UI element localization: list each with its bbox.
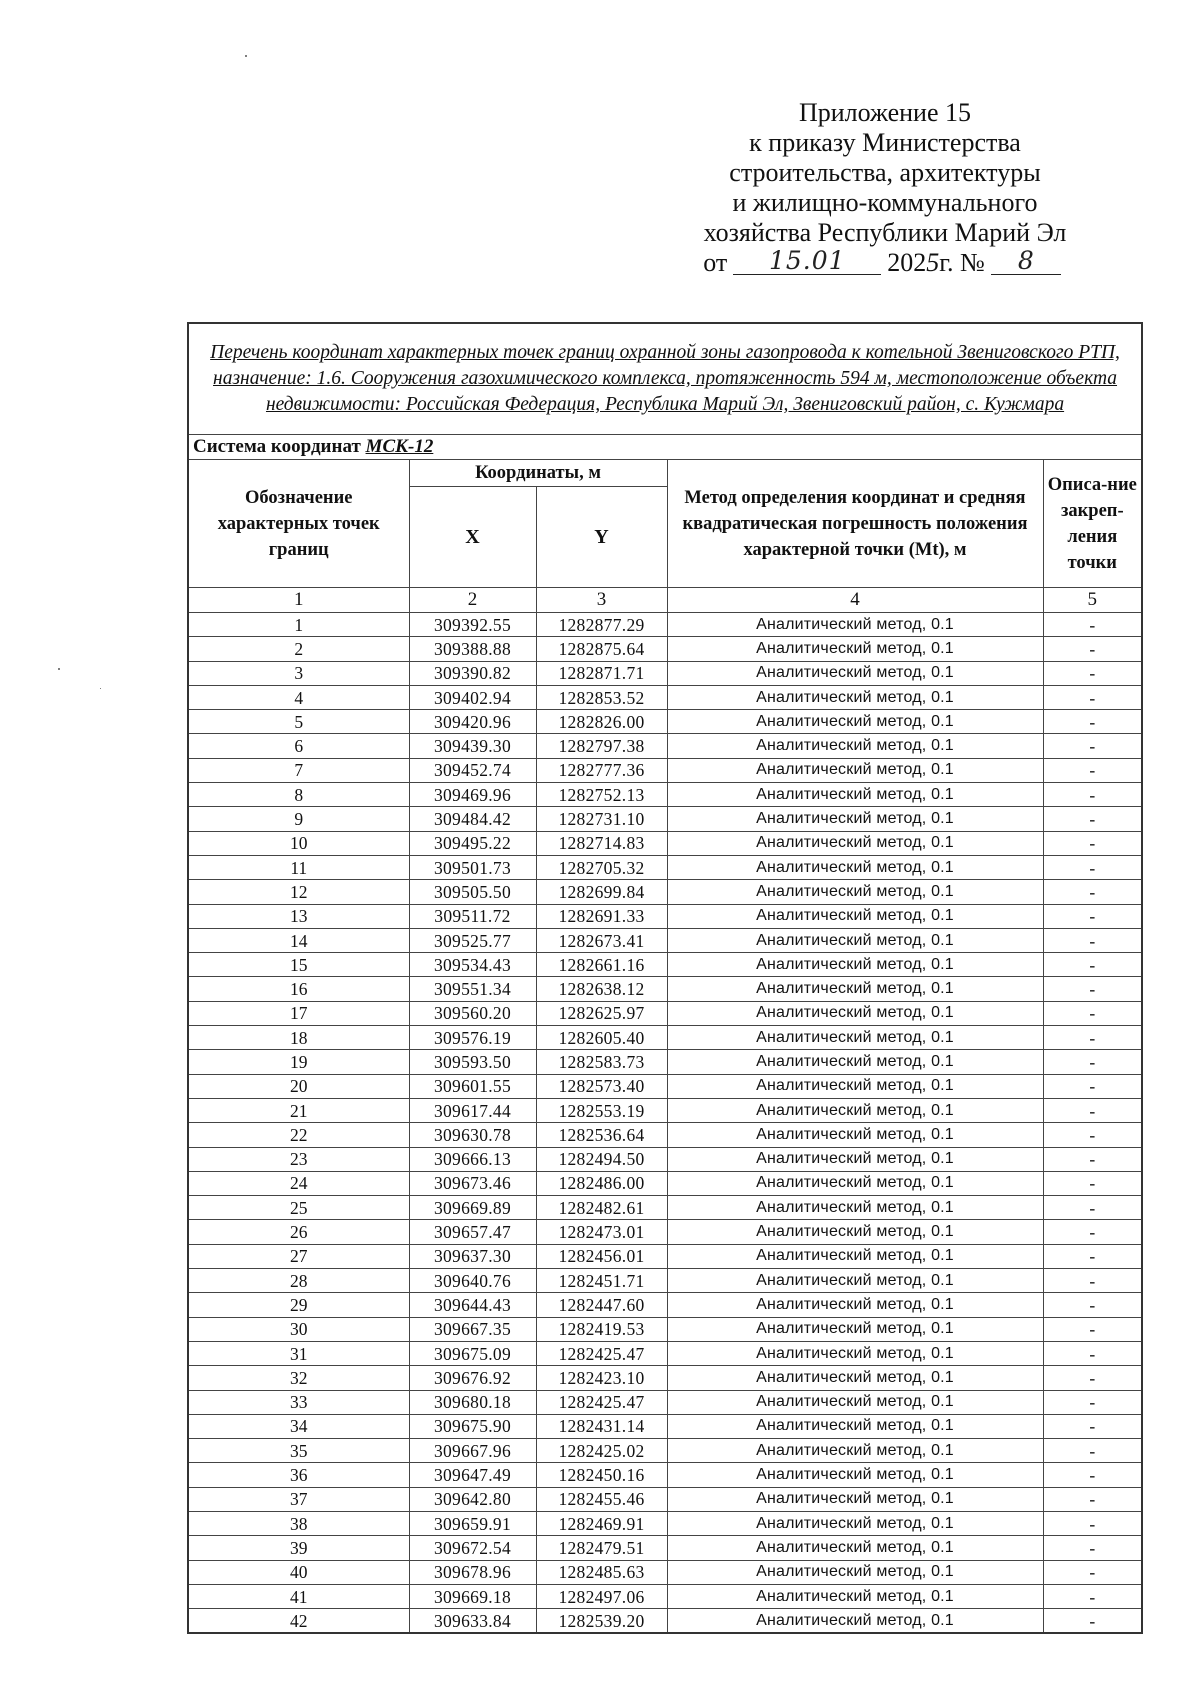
header-y: Y bbox=[536, 487, 667, 588]
fixing-description-cell: - bbox=[1043, 928, 1142, 952]
table-row bbox=[188, 637, 1142, 661]
method-cell: Аналитический метод, 0.1 bbox=[667, 1414, 1043, 1438]
point-number-cell: 42 bbox=[188, 1609, 409, 1634]
point-number-cell: 22 bbox=[188, 1123, 409, 1147]
fixing-description-cell: - bbox=[1043, 685, 1142, 709]
method-cell: Аналитический метод, 0.1 bbox=[667, 613, 1043, 637]
point-number-cell: 4 bbox=[188, 685, 409, 709]
x-coordinate-cell: 309484.42 bbox=[409, 807, 536, 831]
fixing-description-cell: - bbox=[1043, 1609, 1142, 1634]
order-date-line bbox=[655, 248, 1115, 278]
point-number-cell: 8 bbox=[188, 783, 409, 807]
column-number: 1 bbox=[188, 588, 409, 613]
fixing-description-cell: - bbox=[1043, 880, 1142, 904]
table-row bbox=[188, 831, 1142, 855]
fixing-description-cell: - bbox=[1043, 1074, 1142, 1098]
table-row bbox=[188, 1536, 1142, 1560]
table-row bbox=[188, 953, 1142, 977]
fixing-description-cell: - bbox=[1043, 1439, 1142, 1463]
y-coordinate-cell: 1282486.00 bbox=[536, 1171, 667, 1195]
point-number-cell: 17 bbox=[188, 1001, 409, 1025]
y-coordinate-cell: 1282752.13 bbox=[536, 783, 667, 807]
point-number-cell: 40 bbox=[188, 1560, 409, 1584]
y-coordinate-cell: 1282826.00 bbox=[536, 710, 667, 734]
point-number-cell: 27 bbox=[188, 1244, 409, 1268]
y-coordinate-cell: 1282450.16 bbox=[536, 1463, 667, 1487]
point-number-cell: 34 bbox=[188, 1414, 409, 1438]
method-cell: Аналитический метод, 0.1 bbox=[667, 928, 1043, 952]
y-coordinate-cell: 1282451.71 bbox=[536, 1269, 667, 1293]
x-coordinate-cell: 309647.49 bbox=[409, 1463, 536, 1487]
y-coordinate-cell: 1282605.40 bbox=[536, 1026, 667, 1050]
method-cell: Аналитический метод, 0.1 bbox=[667, 1171, 1043, 1195]
method-cell: Аналитический метод, 0.1 bbox=[667, 1074, 1043, 1098]
point-number-cell: 33 bbox=[188, 1390, 409, 1414]
x-coordinate-cell: 309452.74 bbox=[409, 758, 536, 782]
point-number-cell: 25 bbox=[188, 1196, 409, 1220]
y-coordinate-cell: 1282699.84 bbox=[536, 880, 667, 904]
x-coordinate-cell: 309680.18 bbox=[409, 1390, 536, 1414]
method-cell: Аналитический метод, 0.1 bbox=[667, 831, 1043, 855]
method-cell: Аналитический метод, 0.1 bbox=[667, 758, 1043, 782]
x-coordinate-cell: 309659.91 bbox=[409, 1511, 536, 1535]
column-number: 2 bbox=[409, 588, 536, 613]
method-cell: Аналитический метод, 0.1 bbox=[667, 1001, 1043, 1025]
y-coordinate-cell: 1282494.50 bbox=[536, 1147, 667, 1171]
point-number-cell: 1 bbox=[188, 613, 409, 637]
header-line: Приложение 15 bbox=[798, 98, 972, 127]
x-coordinate-cell: 309667.35 bbox=[409, 1317, 536, 1341]
handwritten-order-number: 8 bbox=[991, 249, 1061, 275]
method-cell: Аналитический метод, 0.1 bbox=[667, 953, 1043, 977]
table-row bbox=[188, 685, 1142, 709]
table-row bbox=[188, 1244, 1142, 1268]
point-number-cell: 28 bbox=[188, 1269, 409, 1293]
point-number-cell: 21 bbox=[188, 1098, 409, 1122]
x-coordinate-cell: 309390.82 bbox=[409, 661, 536, 685]
point-number-cell: 37 bbox=[188, 1487, 409, 1511]
x-coordinate-cell: 309640.76 bbox=[409, 1269, 536, 1293]
y-coordinate-cell: 1282456.01 bbox=[536, 1244, 667, 1268]
y-coordinate-cell: 1282536.64 bbox=[536, 1123, 667, 1147]
table-row bbox=[188, 1439, 1142, 1463]
method-cell: Аналитический метод, 0.1 bbox=[667, 1439, 1043, 1463]
point-number-cell: 26 bbox=[188, 1220, 409, 1244]
method-cell: Аналитический метод, 0.1 bbox=[667, 1341, 1043, 1365]
method-cell: Аналитический метод, 0.1 bbox=[667, 1293, 1043, 1317]
table-row bbox=[188, 1560, 1142, 1584]
y-coordinate-cell: 1282425.47 bbox=[536, 1341, 667, 1365]
point-number-cell: 31 bbox=[188, 1341, 409, 1365]
x-coordinate-cell: 309402.94 bbox=[409, 685, 536, 709]
method-cell: Аналитический метод, 0.1 bbox=[667, 1123, 1043, 1147]
fixing-description-cell: - bbox=[1043, 1487, 1142, 1511]
scan-speck bbox=[100, 688, 101, 689]
point-number-cell: 6 bbox=[188, 734, 409, 758]
table-row bbox=[188, 613, 1142, 637]
y-coordinate-cell: 1282583.73 bbox=[536, 1050, 667, 1074]
table-row bbox=[188, 661, 1142, 685]
x-coordinate-cell: 309630.78 bbox=[409, 1123, 536, 1147]
y-coordinate-cell: 1282497.06 bbox=[536, 1584, 667, 1608]
y-coordinate-cell: 1282853.52 bbox=[536, 685, 667, 709]
method-cell: Аналитический метод, 0.1 bbox=[667, 1463, 1043, 1487]
fixing-description-cell: - bbox=[1043, 734, 1142, 758]
x-coordinate-cell: 309560.20 bbox=[409, 1001, 536, 1025]
fixing-description-cell: - bbox=[1043, 1196, 1142, 1220]
point-number-cell: 30 bbox=[188, 1317, 409, 1341]
point-number-cell: 11 bbox=[188, 855, 409, 879]
fixing-description-cell: - bbox=[1043, 1317, 1142, 1341]
fixing-description-cell: - bbox=[1043, 1050, 1142, 1074]
point-number-cell: 24 bbox=[188, 1171, 409, 1195]
x-coordinate-cell: 309669.18 bbox=[409, 1584, 536, 1608]
method-cell: Аналитический метод, 0.1 bbox=[667, 855, 1043, 879]
column-number: 5 bbox=[1043, 588, 1142, 613]
method-cell: Аналитический метод, 0.1 bbox=[667, 1196, 1043, 1220]
method-cell: Аналитический метод, 0.1 bbox=[667, 710, 1043, 734]
fixing-description-cell: - bbox=[1043, 807, 1142, 831]
y-coordinate-cell: 1282455.46 bbox=[536, 1487, 667, 1511]
x-coordinate-cell: 309675.09 bbox=[409, 1341, 536, 1365]
y-coordinate-cell: 1282473.01 bbox=[536, 1220, 667, 1244]
year-suffix: г. № bbox=[939, 248, 985, 277]
x-coordinate-cell: 309388.88 bbox=[409, 637, 536, 661]
year-prefix: 202 bbox=[887, 248, 927, 277]
table-row bbox=[188, 1196, 1142, 1220]
method-cell: Аналитический метод, 0.1 bbox=[667, 977, 1043, 1001]
table-row bbox=[188, 928, 1142, 952]
point-number-cell: 23 bbox=[188, 1147, 409, 1171]
header-line: и жилищно-коммунального bbox=[732, 188, 1038, 217]
fixing-description-cell: - bbox=[1043, 1366, 1142, 1390]
x-coordinate-cell: 309666.13 bbox=[409, 1147, 536, 1171]
y-coordinate-cell: 1282877.29 bbox=[536, 613, 667, 637]
header-method: Метод определения координат и средняя квадратическая погрешность положения характерной точки (Mt), м bbox=[667, 460, 1043, 588]
table-row bbox=[188, 1098, 1142, 1122]
y-coordinate-cell: 1282673.41 bbox=[536, 928, 667, 952]
column-number: 4 bbox=[667, 588, 1043, 613]
fixing-description-cell: - bbox=[1043, 1098, 1142, 1122]
table-row bbox=[188, 1293, 1142, 1317]
y-coordinate-cell: 1282797.38 bbox=[536, 734, 667, 758]
method-cell: Аналитический метод, 0.1 bbox=[667, 904, 1043, 928]
method-cell: Аналитический метод, 0.1 bbox=[667, 1026, 1043, 1050]
table-row bbox=[188, 758, 1142, 782]
x-coordinate-cell: 309642.80 bbox=[409, 1487, 536, 1511]
table-row bbox=[188, 1609, 1142, 1634]
table-row bbox=[188, 1366, 1142, 1390]
table-row bbox=[188, 1414, 1142, 1438]
point-number-cell: 41 bbox=[188, 1584, 409, 1608]
fixing-description-cell: - bbox=[1043, 1269, 1142, 1293]
table-row bbox=[188, 1511, 1142, 1535]
point-number-cell: 32 bbox=[188, 1366, 409, 1390]
method-cell: Аналитический метод, 0.1 bbox=[667, 1560, 1043, 1584]
point-number-cell: 9 bbox=[188, 807, 409, 831]
x-coordinate-cell: 309657.47 bbox=[409, 1220, 536, 1244]
table-row bbox=[188, 734, 1142, 758]
x-coordinate-cell: 309439.30 bbox=[409, 734, 536, 758]
fixing-description-cell: - bbox=[1043, 1171, 1142, 1195]
method-cell: Аналитический метод, 0.1 bbox=[667, 685, 1043, 709]
point-number-cell: 29 bbox=[188, 1293, 409, 1317]
fixing-description-cell: - bbox=[1043, 1244, 1142, 1268]
point-number-cell: 20 bbox=[188, 1074, 409, 1098]
point-number-cell: 2 bbox=[188, 637, 409, 661]
table-row bbox=[188, 1390, 1142, 1414]
x-coordinate-cell: 309637.30 bbox=[409, 1244, 536, 1268]
scan-speck bbox=[58, 668, 60, 670]
method-cell: Аналитический метод, 0.1 bbox=[667, 1050, 1043, 1074]
fixing-description-cell: - bbox=[1043, 758, 1142, 782]
x-coordinate-cell: 309495.22 bbox=[409, 831, 536, 855]
y-coordinate-cell: 1282553.19 bbox=[536, 1098, 667, 1122]
table-row bbox=[188, 904, 1142, 928]
fixing-description-cell: - bbox=[1043, 953, 1142, 977]
header-coordinates: Координаты, м bbox=[409, 460, 667, 487]
coordinate-system-value: МСК-12 bbox=[365, 436, 434, 457]
point-number-cell: 35 bbox=[188, 1439, 409, 1463]
y-coordinate-cell: 1282447.60 bbox=[536, 1293, 667, 1317]
y-coordinate-cell: 1282731.10 bbox=[536, 807, 667, 831]
x-coordinate-cell: 309669.89 bbox=[409, 1196, 536, 1220]
x-coordinate-cell: 309534.43 bbox=[409, 953, 536, 977]
table-row bbox=[188, 1584, 1142, 1608]
fixing-description-cell: - bbox=[1043, 1584, 1142, 1608]
y-coordinate-cell: 1282705.32 bbox=[536, 855, 667, 879]
y-coordinate-cell: 1282871.71 bbox=[536, 661, 667, 685]
method-cell: Аналитический метод, 0.1 bbox=[667, 807, 1043, 831]
method-cell: Аналитический метод, 0.1 bbox=[667, 1317, 1043, 1341]
y-coordinate-cell: 1282425.02 bbox=[536, 1439, 667, 1463]
x-coordinate-cell: 309469.96 bbox=[409, 783, 536, 807]
table-row bbox=[188, 1147, 1142, 1171]
x-coordinate-cell: 309420.96 bbox=[409, 710, 536, 734]
table-row bbox=[188, 1026, 1142, 1050]
fixing-description-cell: - bbox=[1043, 1293, 1142, 1317]
fixing-description-cell: - bbox=[1043, 1536, 1142, 1560]
point-number-cell: 3 bbox=[188, 661, 409, 685]
point-number-cell: 5 bbox=[188, 710, 409, 734]
method-cell: Аналитический метод, 0.1 bbox=[667, 1390, 1043, 1414]
column-number: 3 bbox=[536, 588, 667, 613]
header-line: к приказу Министерства bbox=[749, 128, 1021, 157]
x-coordinate-cell: 309673.46 bbox=[409, 1171, 536, 1195]
y-coordinate-cell: 1282691.33 bbox=[536, 904, 667, 928]
handwritten-year-digit: 5 bbox=[926, 248, 940, 277]
point-number-cell: 15 bbox=[188, 953, 409, 977]
fixing-description-cell: - bbox=[1043, 1147, 1142, 1171]
method-cell: Аналитический метод, 0.1 bbox=[667, 734, 1043, 758]
y-coordinate-cell: 1282573.40 bbox=[536, 1074, 667, 1098]
fixing-description-cell: - bbox=[1043, 637, 1142, 661]
point-number-cell: 13 bbox=[188, 904, 409, 928]
x-coordinate-cell: 309676.92 bbox=[409, 1366, 536, 1390]
date-prefix: от bbox=[703, 248, 728, 277]
header-fixing-description: Описа-ние закреп-ления точки bbox=[1043, 460, 1142, 588]
header-point-designation: Обозначение характерных точек границ bbox=[188, 460, 409, 588]
fixing-description-cell: - bbox=[1043, 1123, 1142, 1147]
fixing-description-cell: - bbox=[1043, 977, 1142, 1001]
y-coordinate-cell: 1282875.64 bbox=[536, 637, 667, 661]
y-coordinate-cell: 1282419.53 bbox=[536, 1317, 667, 1341]
fixing-description-cell: - bbox=[1043, 710, 1142, 734]
y-coordinate-cell: 1282431.14 bbox=[536, 1414, 667, 1438]
method-cell: Аналитический метод, 0.1 bbox=[667, 1609, 1043, 1634]
table-row bbox=[188, 1001, 1142, 1025]
y-coordinate-cell: 1282425.47 bbox=[536, 1390, 667, 1414]
x-coordinate-cell: 309525.77 bbox=[409, 928, 536, 952]
table-row bbox=[188, 1050, 1142, 1074]
y-coordinate-cell: 1282479.51 bbox=[536, 1536, 667, 1560]
scan-speck bbox=[245, 55, 247, 57]
coordinate-system-row bbox=[188, 435, 1142, 460]
x-coordinate-cell: 309672.54 bbox=[409, 1536, 536, 1560]
point-number-cell: 16 bbox=[188, 977, 409, 1001]
table-row bbox=[188, 783, 1142, 807]
method-cell: Аналитический метод, 0.1 bbox=[667, 1244, 1043, 1268]
table-row bbox=[188, 1171, 1142, 1195]
table-row bbox=[188, 710, 1142, 734]
y-coordinate-cell: 1282482.61 bbox=[536, 1196, 667, 1220]
table-row bbox=[188, 1074, 1142, 1098]
fixing-description-cell: - bbox=[1043, 855, 1142, 879]
fixing-description-cell: - bbox=[1043, 904, 1142, 928]
x-coordinate-cell: 309633.84 bbox=[409, 1609, 536, 1634]
header-line: строительства, архитектуры bbox=[729, 158, 1041, 187]
x-coordinate-cell: 309617.44 bbox=[409, 1098, 536, 1122]
fixing-description-cell: - bbox=[1043, 1560, 1142, 1584]
method-cell: Аналитический метод, 0.1 bbox=[667, 1487, 1043, 1511]
method-cell: Аналитический метод, 0.1 bbox=[667, 637, 1043, 661]
point-number-cell: 7 bbox=[188, 758, 409, 782]
coordinate-system-label: Система координат bbox=[193, 436, 361, 457]
fixing-description-cell: - bbox=[1043, 783, 1142, 807]
x-coordinate-cell: 309675.90 bbox=[409, 1414, 536, 1438]
y-coordinate-cell: 1282469.91 bbox=[536, 1511, 667, 1535]
y-coordinate-cell: 1282625.97 bbox=[536, 1001, 667, 1025]
x-coordinate-cell: 309593.50 bbox=[409, 1050, 536, 1074]
table-row bbox=[188, 880, 1142, 904]
header-line: хозяйства Республики Марий Эл bbox=[703, 218, 1067, 247]
handwritten-date: 15.01 bbox=[733, 249, 881, 275]
fixing-description-cell: - bbox=[1043, 1511, 1142, 1535]
table-row bbox=[188, 855, 1142, 879]
y-coordinate-cell: 1282485.63 bbox=[536, 1560, 667, 1584]
point-number-cell: 38 bbox=[188, 1511, 409, 1535]
table-row bbox=[188, 807, 1142, 831]
fixing-description-cell: - bbox=[1043, 661, 1142, 685]
fixing-description-cell: - bbox=[1043, 1463, 1142, 1487]
table-row bbox=[188, 1123, 1142, 1147]
x-coordinate-cell: 309511.72 bbox=[409, 904, 536, 928]
point-number-cell: 14 bbox=[188, 928, 409, 952]
method-cell: Аналитический метод, 0.1 bbox=[667, 1098, 1043, 1122]
method-cell: Аналитический метод, 0.1 bbox=[667, 1584, 1043, 1608]
x-coordinate-cell: 309576.19 bbox=[409, 1026, 536, 1050]
fixing-description-cell: - bbox=[1043, 1390, 1142, 1414]
x-coordinate-cell: 309392.55 bbox=[409, 613, 536, 637]
y-coordinate-cell: 1282661.16 bbox=[536, 953, 667, 977]
x-coordinate-cell: 309505.50 bbox=[409, 880, 536, 904]
fixing-description-cell: - bbox=[1043, 1414, 1142, 1438]
fixing-description-cell: - bbox=[1043, 831, 1142, 855]
table-row bbox=[188, 1341, 1142, 1365]
fixing-description-cell: - bbox=[1043, 613, 1142, 637]
y-coordinate-cell: 1282714.83 bbox=[536, 831, 667, 855]
method-cell: Аналитический метод, 0.1 bbox=[667, 661, 1043, 685]
table-row bbox=[188, 977, 1142, 1001]
table-row bbox=[188, 1317, 1142, 1341]
y-coordinate-cell: 1282777.36 bbox=[536, 758, 667, 782]
point-number-cell: 12 bbox=[188, 880, 409, 904]
coordinates-table bbox=[187, 322, 1143, 1634]
fixing-description-cell: - bbox=[1043, 1001, 1142, 1025]
table-row bbox=[188, 1463, 1142, 1487]
fixing-description-cell: - bbox=[1043, 1026, 1142, 1050]
method-cell: Аналитический метод, 0.1 bbox=[667, 1366, 1043, 1390]
method-cell: Аналитический метод, 0.1 bbox=[667, 1511, 1043, 1535]
point-number-cell: 39 bbox=[188, 1536, 409, 1560]
x-coordinate-cell: 309644.43 bbox=[409, 1293, 536, 1317]
point-number-cell: 19 bbox=[188, 1050, 409, 1074]
method-cell: Аналитический метод, 0.1 bbox=[667, 1220, 1043, 1244]
x-coordinate-cell: 309501.73 bbox=[409, 855, 536, 879]
table-row bbox=[188, 1487, 1142, 1511]
method-cell: Аналитический метод, 0.1 bbox=[667, 783, 1043, 807]
method-cell: Аналитический метод, 0.1 bbox=[667, 1269, 1043, 1293]
table-row bbox=[188, 1269, 1142, 1293]
table-title: Перечень координат характерных точек границ охранной зоны газопровода к котельной Звениговского РТП, назначение: 1.6. Сооружения газохимического комплекса, протяженность 594 м, местоположение объекта недвижимости: Российская Федерация, Республика Марий Эл, Звениговский район, с. Кужмара bbox=[188, 323, 1142, 435]
x-coordinate-cell: 309667.96 bbox=[409, 1439, 536, 1463]
x-coordinate-cell: 309601.55 bbox=[409, 1074, 536, 1098]
x-coordinate-cell: 309678.96 bbox=[409, 1560, 536, 1584]
fixing-description-cell: - bbox=[1043, 1220, 1142, 1244]
table-row bbox=[188, 1220, 1142, 1244]
method-cell: Аналитический метод, 0.1 bbox=[667, 880, 1043, 904]
method-cell: Аналитический метод, 0.1 bbox=[667, 1536, 1043, 1560]
header-x: X bbox=[409, 487, 536, 588]
x-coordinate-cell: 309551.34 bbox=[409, 977, 536, 1001]
point-number-cell: 18 bbox=[188, 1026, 409, 1050]
point-number-cell: 10 bbox=[188, 831, 409, 855]
y-coordinate-cell: 1282539.20 bbox=[536, 1609, 667, 1634]
y-coordinate-cell: 1282638.12 bbox=[536, 977, 667, 1001]
fixing-description-cell: - bbox=[1043, 1341, 1142, 1365]
table-body bbox=[188, 613, 1142, 1634]
approval-header bbox=[655, 98, 1115, 278]
method-cell: Аналитический метод, 0.1 bbox=[667, 1147, 1043, 1171]
point-number-cell: 36 bbox=[188, 1463, 409, 1487]
y-coordinate-cell: 1282423.10 bbox=[536, 1366, 667, 1390]
